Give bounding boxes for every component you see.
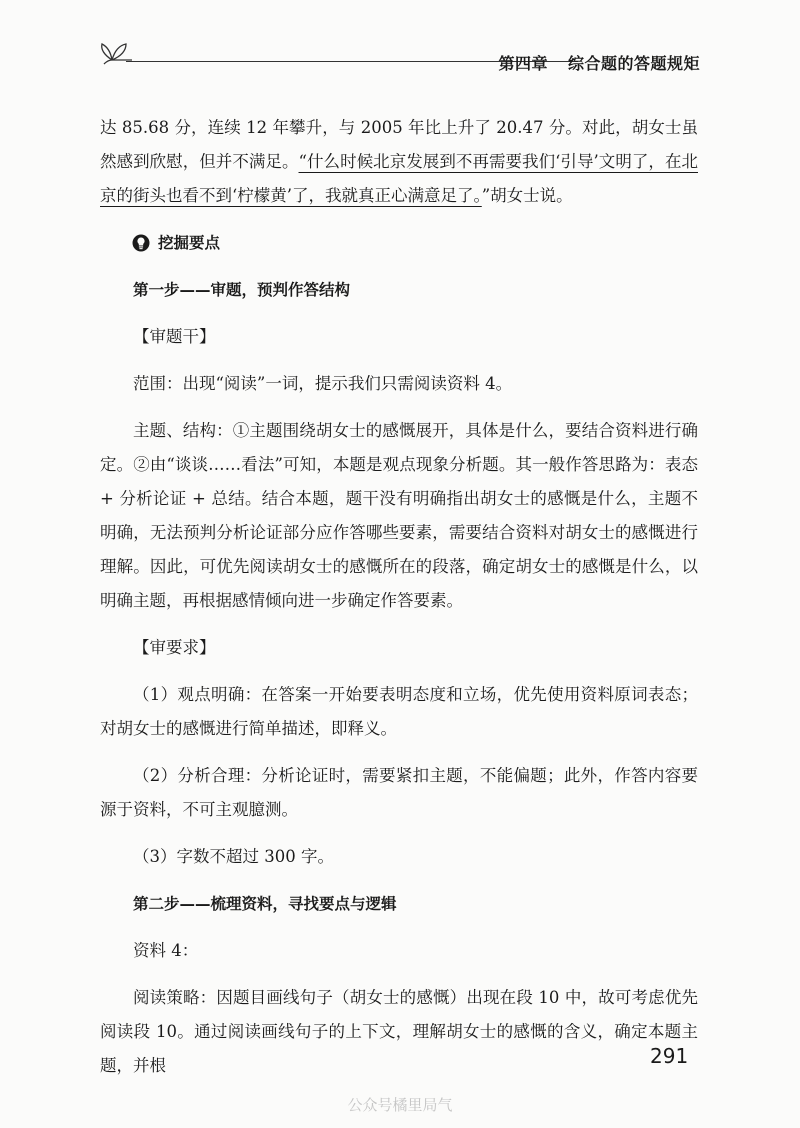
requirement-2: （2）分析合理：分析论证时，需要紧扣主题，不能偏题；此外，作答内容要源于资料，不可主观臆测。 — [100, 766, 698, 819]
requirement-1: （1）观点明确：在答案一开始要表明态度和立场，优先使用资料原词表态；对胡女士的感慨进行简单描述，即释义。 — [100, 685, 698, 738]
running-header — [98, 38, 704, 78]
bracket-heading-stem: 【审题干】 — [133, 327, 216, 346]
section-heading — [100, 226, 698, 260]
material-label: 资料 4： — [133, 941, 199, 960]
requirement-3: （3）字数不超过 300 字。 — [133, 847, 334, 866]
chapter-title — [496, 51, 700, 74]
paragraph-text: 达 85.68 分，连续 12 年攀升，与 2005 年比上升了 20.47 分。对此，胡女士虽然感到欣慰，但并不满足。 — [100, 118, 698, 171]
underlined-quote: “什么时候北京发展到不再需要我们‘引导’文明了，在北京的街头也看不到‘柠檬黄’了，我就真正心满意足了。 — [100, 152, 698, 205]
step-heading-1: 第一步——审题，预判作答结构 — [133, 281, 351, 299]
paragraph-text-end: ”胡女士说。 — [481, 186, 573, 205]
section-title: 挖掘要点 — [158, 234, 221, 252]
paragraph-theme: 主题、结构：①主题围绕胡女士的感慨展开，具体是什么，要结合资料进行确定。②由“谈谈……看法”可知，本题是观点现象分析题。其一般作答思路为：表态 + 分析论证 + 总结。结合本题，题干没有明确指出胡女士的感慨是什么，主题不明确，无法预判分析论证部分应作答哪些要素，需要结合资料对胡女士的感慨进行理解。因此，可优先阅读胡女士的感慨所在的段落，确定胡女士的感慨是什么，以明确主题，再根据感情倾向进一步确定作答要素。 — [100, 421, 698, 610]
paragraph-strategy: 阅读策略：因题目画线句子（胡女士的感慨）出现在段 10 中，故可考虑优先阅读段 10。通过阅读画线句子的上下文，理解胡女士的感慨的含义，确定本题主题，并根 — [100, 988, 698, 1075]
bulb-badge-icon — [132, 234, 150, 252]
chapter-name: 综合题的答题规矩 — [567, 54, 700, 73]
watermark: 公众号橘里局气 — [347, 1096, 453, 1114]
chapter-number: 第四章 — [498, 54, 548, 73]
paragraph-continuation — [100, 111, 698, 213]
page-number: 291 — [650, 1044, 689, 1068]
bracket-heading-requirements: 【审要求】 — [133, 638, 216, 657]
step-heading-2: 第二步——梳理资料，寻找要点与逻辑 — [133, 895, 397, 913]
page-body — [100, 111, 698, 1096]
paragraph-scope: 范围：出现“阅读”一词，提示我们只需阅读资料 4。 — [133, 374, 513, 393]
